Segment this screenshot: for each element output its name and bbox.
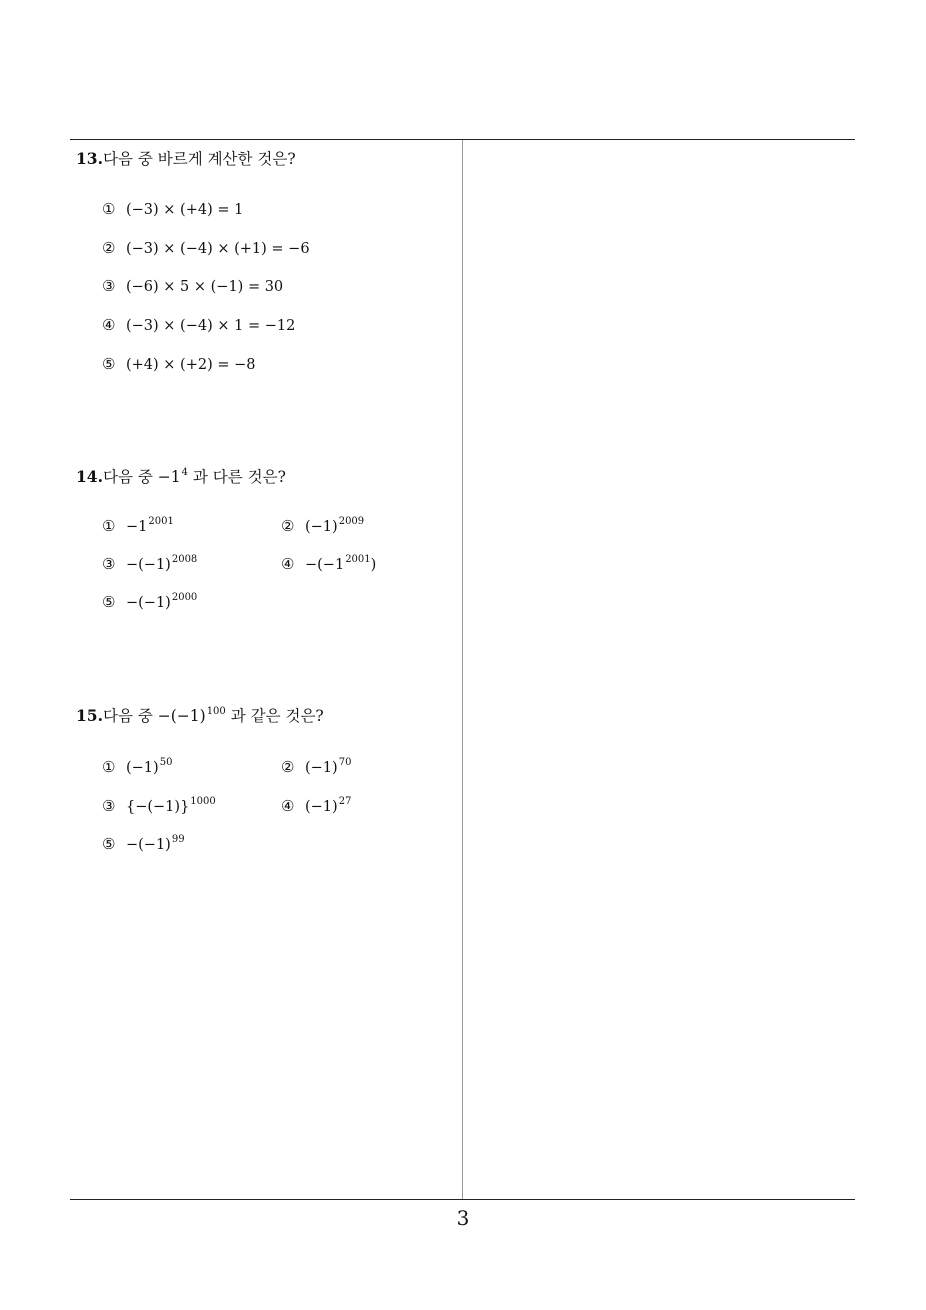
choice-expression: (−3) × (−4) × 1 = −12 [126,318,296,334]
question-text: 다음 중 바르게 계산한 것은? [102,150,296,168]
choice-tail: ) [370,557,377,573]
question-14 [76,466,456,491]
q13-choice-5[interactable] [102,353,256,376]
choice-exponent: 2001 [148,516,174,527]
question-exponent: 4 [181,467,188,478]
question-text-before: 다음 중 −(−1) [102,707,206,725]
choice-expression: (−3) × (+4) = 1 [126,202,244,218]
choice-exponent: 2001 [345,554,371,565]
question-15-header [76,705,456,730]
choice-base: (−1) [305,760,338,776]
choice-mark: ③ [102,277,116,295]
column-divider [462,140,463,1200]
choice-mark: ④ [281,797,295,815]
choice-expression: (−6) × 5 × (−1) = 30 [126,279,284,295]
choice-mark: ⑤ [102,355,116,373]
choice-expression: (+4) × (+2) = −8 [126,357,256,373]
choice-mark: ③ [102,797,116,815]
choice-mark: ① [102,200,116,218]
question-13 [76,148,456,170]
choice-exponent: 2000 [171,592,198,603]
q14-choice-1[interactable] [102,515,174,540]
choice-mark: ② [281,758,295,776]
choice-exponent: 99 [171,834,185,845]
page-number: 3 [456,1206,470,1230]
question-15 [76,705,456,730]
choice-base: (−1) [126,760,159,776]
choice-mark: ① [102,517,116,535]
choice-mark: ② [102,239,116,257]
choice-exponent: 2008 [171,554,198,565]
choice-mark: ② [281,517,295,535]
q15-choice-3[interactable] [102,795,216,820]
question-number: 14. [76,467,103,486]
choice-exponent: 2009 [338,516,365,527]
choice-exponent: 50 [159,757,173,768]
q15-choice-5[interactable] [102,833,185,858]
choice-mark: ④ [102,316,116,334]
question-text-before: 다음 중 −1 [102,468,181,486]
question-13-header [76,148,456,170]
choice-exponent: 1000 [190,796,216,807]
q14-choice-3[interactable] [102,553,197,578]
choice-expression: (−3) × (−4) × (+1) = −6 [126,241,310,257]
question-exponent: 100 [206,706,226,717]
q15-choice-4[interactable] [281,795,351,820]
choice-base: −(−1) [126,595,171,611]
q14-choice-5[interactable] [102,591,197,616]
q13-choice-3[interactable] [102,275,283,298]
choice-base: −(−1) [126,837,171,853]
choice-base: (−1) [305,799,338,815]
q15-choice-2[interactable] [281,756,351,781]
choice-base: −(−1 [305,557,345,573]
choice-base: −(−1) [126,557,171,573]
question-text-after: 과 같은 것은? [225,707,324,725]
question-number: 15. [76,706,103,725]
q13-choice-2[interactable] [102,237,310,260]
bottom-rule [70,1199,855,1200]
question-text-after: 과 다른 것은? [187,468,286,486]
q15-choice-1[interactable] [102,756,172,781]
q13-choice-1[interactable] [102,198,243,221]
q13-choice-4[interactable] [102,314,295,337]
choice-base: −1 [126,519,148,535]
choice-exponent: 27 [338,796,352,807]
choice-mark: ⑤ [102,593,116,611]
question-14-header [76,466,456,491]
choice-mark: ⑤ [102,835,116,853]
choice-mark: ④ [281,555,295,573]
choice-base: (−1) [305,519,338,535]
choice-base: {−(−1)} [126,799,190,815]
choice-mark: ① [102,758,116,776]
q14-choice-2[interactable] [281,515,364,540]
choice-exponent: 70 [338,757,352,768]
q14-choice-4[interactable] [281,553,376,578]
question-number: 13. [76,149,103,168]
choice-mark: ③ [102,555,116,573]
